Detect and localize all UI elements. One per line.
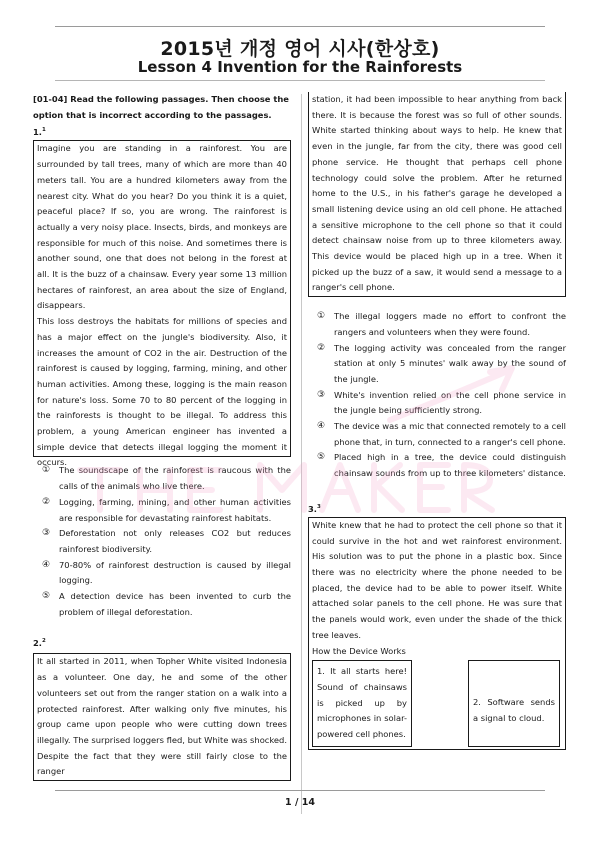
q1-option-3[interactable]: ③ Deforestation not only releases CO2 but reduces rainforest biodiversity.	[41, 528, 291, 554]
instructions: [01-04] Read the following passages. Then choose the option that is incorrect according to the passages.	[33, 94, 289, 120]
top-rule	[55, 26, 545, 27]
q1-option-5[interactable]: ⑤ A detection device has been invented to curb the problem of illegal deforestation.	[41, 591, 291, 617]
q2-option-1[interactable]: ① The illegal loggers made no effort to confront the rangers and volunteers when they were found.	[316, 311, 566, 337]
question-2-options	[308, 309, 566, 482]
title-rule	[55, 80, 545, 81]
q1-option-1[interactable]: ① The soundscape of the rainforest is raucous with the calls of the animals who live there.	[41, 465, 291, 492]
step-spacer	[412, 660, 468, 747]
lesson-subtitle: Lesson 4 Invention for the Rainforests	[137, 58, 463, 76]
page-number: 1 / 14	[285, 797, 315, 808]
question-1-options	[33, 463, 291, 620]
how-device-works-table	[312, 660, 562, 747]
question-3-number: 3.$^3$	[308, 503, 321, 514]
step-1-cell: 1. It all starts here! Sound of chainsaws is picked up by microphones in solar-powered cell phones.	[312, 660, 412, 747]
how-device-works-label: How the Device Works	[312, 645, 406, 656]
question-1-passage	[33, 140, 291, 468]
question-2-passage-left: It all started in 2011, when Topher White visited Indonesia as a volunteer. One day, he and some of the other volunteers set out from the ranger station on a walk into a protected rainforest. After walking only five minutes, his group came upon people who were cutting down trees illegally. The surprised loggers fled, but White was shocked. Despite the fact that they were still fairly close to the ranger	[33, 653, 291, 781]
question-3-passage	[308, 517, 566, 750]
q1-paragraph-1: Imagine you are standing in a rainforest. You are surrounded by tall trees, many of which are more than 40 meters tall. You are a hundred kilometers away from the nearest city. What do you hear? Do you think it is a quiet, peaceful place? If so, you are wrong. The rainforest is actually a very noisy place. Insects, birds, and monkeys are responsible for much of this noise. And sometimes there is another sound, one that does not belong in the forest at all. It is the buzz of a chainsaw. Every year some 13 million hectares of rainforest, an area about the size of England, disappears.	[37, 143, 287, 311]
q1-option-4[interactable]: ④ 70-80% of rainforest destruction is caused by illegal logging.	[41, 559, 291, 586]
question-2-passage-right: station, it had been impossible to hear anything from back there. It is because the forest was so full of other sounds. White started thinking about ways to help. He knew that even in the jungle, far from the city, there was good cell phone service. He thought that perhaps cell phone technology could solve the problem. After he returned home to the U.S., in his father's garage he developed a small listening device using an old cell phone. He attached a sensitive microphone to the cell phone so that it could detect chainsaw noise from up to three kilometers away. This device would be placed high up in a tree. When it picked up the buzz of a saw, it would send a message to a ranger's cell phone.	[308, 92, 566, 297]
q2-option-2[interactable]: ② The logging activity was concealed from the ranger station at only 5 minutes' walk away by the sound of the jungle.	[316, 342, 566, 384]
q3-paragraph: White knew that he had to protect the cell phone so that it could survive in the hot and wet rainforest environment. His solution was to put the phone in a plastic box. Since there was no electricity where the phone needed to be placed, the device had to be able to power itself. White attached solar panels to the cell phone. He was sure that the panels would work, even under the shade of the thick tree leaves.	[312, 519, 562, 640]
question-1-number: 1.$^1$	[33, 127, 46, 138]
q1-option-2[interactable]: ② Logging, farming, mining, and other human activities are responsible for devastating rainforest habitats.	[41, 496, 291, 523]
q1-paragraph-2: This loss destroys the habitats for millions of species and has a major effect on the jungle's biodiversity. Also, it increases the amount of CO2 in the air. Destruction of the rainforest is caused by logging, farming, mining, and other human activities. Among these, logging is the main reason for nature's loss. Some 70 to 80 percent of the logging in the rainforests is thought to be illegal. To address this problem, a young American engineer has invented a simple device that detects illegal logging the moment it occurs.	[37, 316, 287, 468]
left-column	[33, 92, 291, 781]
q2-option-4[interactable]: ④ The device was a mic that connected remotely to a cell phone that, in turn, connected to a ranger's cell phone.	[316, 421, 566, 447]
right-column	[308, 92, 566, 750]
column-divider	[301, 94, 302, 814]
step-2-cell: 2. Software sends a signal to cloud.	[468, 660, 560, 747]
footer-rule	[55, 790, 545, 791]
question-2-number: 2.$^2$	[33, 638, 46, 649]
q2-option-3[interactable]: ③ White's invention relied on the cell phone service in the jungle being sufficiently strong.	[316, 389, 566, 416]
page-title: 2015년 개정 영어 시사(한상호)	[160, 38, 440, 60]
q2-option-5[interactable]: ⑤ Placed high in a tree, the device could distinguish chainsaw sounds from up to three kilometers' distance.	[316, 452, 566, 479]
